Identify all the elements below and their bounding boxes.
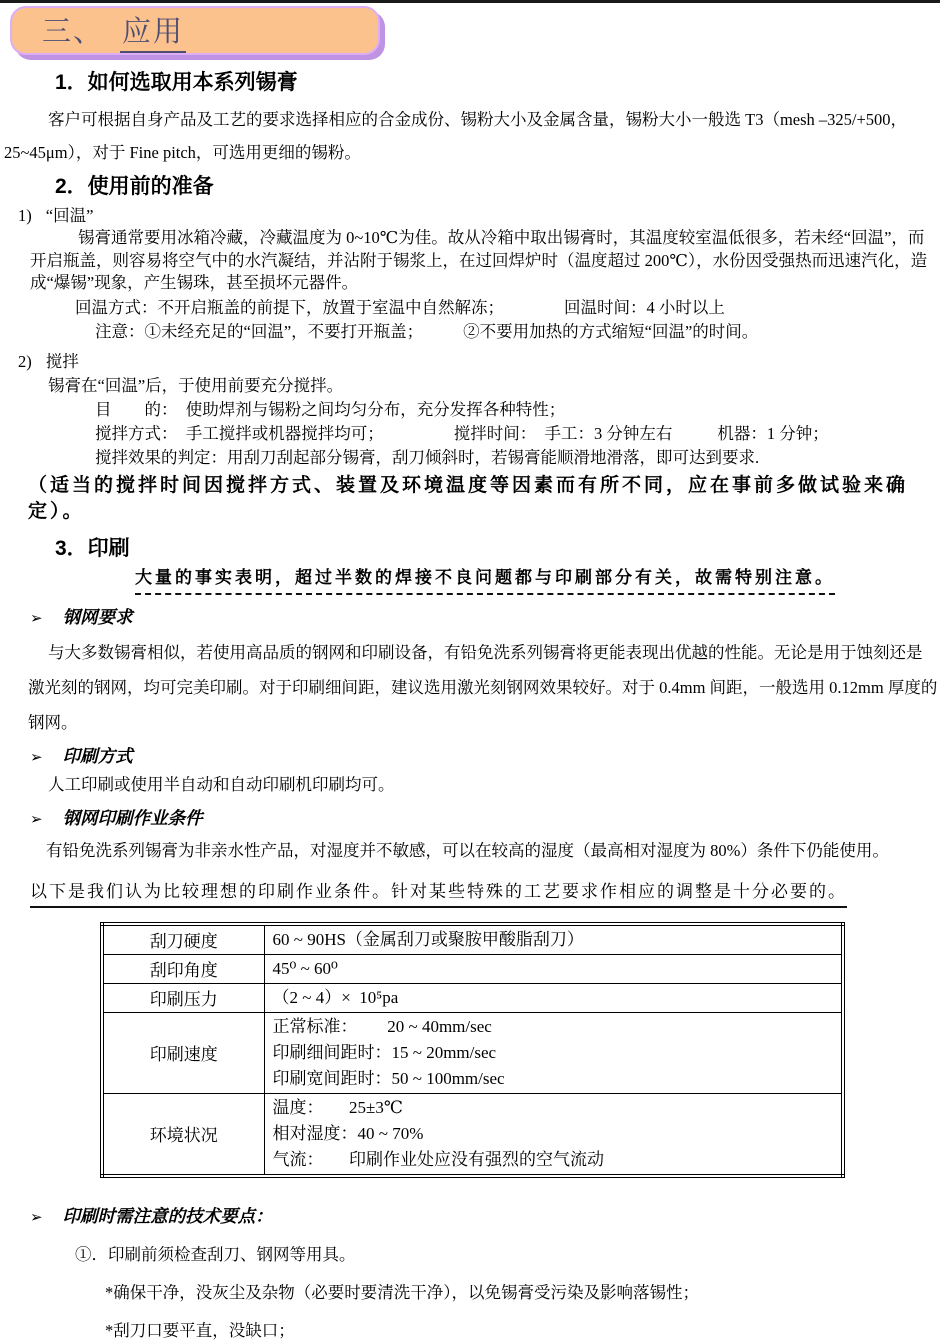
table-row	[102, 1012, 843, 1093]
substep-squeegee-edge: *刮刀口要平直，没缺口；	[105, 1320, 295, 1340]
section-banner	[10, 6, 380, 55]
arrow-bullet-icon: ➢	[30, 748, 43, 766]
row-label: 印刷压力	[102, 983, 264, 1012]
item-title: 搅拌	[45, 351, 79, 371]
print-conditions-table	[100, 922, 845, 1178]
stir-machine-time: 机器：1 分钟；	[717, 423, 829, 443]
rewarm-time: 回温时间：4 小时以上	[564, 297, 725, 317]
banner-prefix: 三、	[42, 15, 105, 48]
paragraph-stencil: 与大多数锡膏相似，若使用高品质的钢网和印刷设备，有铅免洗系列锡膏将更能表现出优越的性能。无论是用于蚀刻还是激光刻的钢网，均可完美印刷。对于印刷细间距，建议选用激光刻钢网效果较好。对于 0.4mm 间距，一般选用 0.12mm 厚度的钢网。	[28, 642, 938, 732]
table-row	[102, 954, 843, 983]
banner-text	[42, 9, 186, 53]
heading-select-paste: 1．如何选取用本系列锡膏	[55, 71, 298, 94]
stir-judge-row: 搅拌效果的判定：用刮刀刮起部分锡膏，刮刀倾斜时，若锡膏能顺滑地滑落，即可达到要求.	[95, 447, 760, 467]
item-title: “回温”	[45, 206, 94, 225]
rewarm-note-1: 注意：①未经充足的“回温”，不要打开瓶盖；	[95, 321, 424, 341]
bullet-title: 钢网印刷作业条件	[62, 807, 203, 828]
row-value: 45⁰ ~ 60⁰	[272, 958, 338, 978]
row-value: 60 ~ 90HS（金属刮刀或聚胺甲酸脂刮刀）	[272, 929, 584, 949]
heading-preparation: 2．使用前的准备	[55, 175, 214, 198]
row-value-line: 印刷细间距时：15 ~ 20mm/sec	[272, 1042, 497, 1062]
row-value-line: 印刷宽间距时：50 ~ 100mm/sec	[272, 1068, 505, 1088]
table-row	[102, 983, 843, 1012]
stir-caution: （适当的搅拌时间因搅拌方式、装置及环境温度等因素而有所不同，应在事前多做试验来确定）。	[28, 474, 909, 522]
list-item-rewarm	[18, 205, 940, 227]
bullet-stencil-requirements	[30, 605, 940, 631]
item-number: 2)	[18, 351, 32, 371]
item-number: 1)	[18, 206, 32, 225]
row-value: （2 ~ 4）× 10⁵pa	[272, 987, 399, 1007]
paragraph-printing-method: 人工印刷或使用半自动和自动印刷机印刷均可。	[48, 774, 395, 794]
stir-intro: 锡膏在“回温”后，于使用前要充分搅拌。	[48, 375, 344, 395]
list-item-stir	[18, 351, 940, 373]
bullet-title: 印刷方式	[62, 745, 133, 766]
bullet-title: 钢网要求	[62, 606, 133, 627]
top-border-rule	[0, 0, 940, 3]
row-value-line: 正常标准： 20 ~ 40mm/sec	[272, 1016, 492, 1036]
arrow-bullet-icon: ➢	[30, 609, 43, 627]
row-label: 印刷速度	[102, 1012, 264, 1093]
stir-time: 搅拌时间： 手工：3 分钟左右	[453, 423, 673, 443]
banner-title: 应用	[120, 9, 186, 53]
row-value-line: 相对湿度：40 ~ 70%	[272, 1123, 424, 1143]
row-label: 刮刀硬度	[102, 924, 264, 955]
ideal-conditions-intro	[30, 880, 940, 908]
heading-printing: 3．印刷	[55, 536, 130, 560]
ideal-conditions-text: 以下是我们认为比较理想的印刷作业条件。针对某些特殊的工艺要求作相应的调整是十分必要的。	[30, 880, 847, 908]
printing-notice-text: 大量的事实表明，超过半数的焊接不良问题都与印刷部分有关，故需特别注意。	[135, 567, 835, 595]
table-row	[102, 1093, 843, 1176]
printing-notice	[135, 567, 940, 595]
row-label: 环境状况	[102, 1093, 264, 1176]
bullet-title: 印刷时需注意的技术要点：	[62, 1205, 273, 1226]
rewarm-method-row	[75, 297, 940, 319]
step-check-tools: ①．印刷前须检查刮刀、钢网等用具。	[75, 1244, 356, 1264]
table-row	[102, 924, 843, 955]
arrow-bullet-icon: ➢	[30, 1208, 43, 1226]
row-value-line: 温度： 25±3℃	[272, 1097, 403, 1117]
paragraph-working-conditions: 有铅免洗系列锡膏为非亲水性产品，对湿度并不敏感，可以在较高的湿度（最高相对湿度为 80%）条件下仍能使用。	[46, 840, 889, 860]
row-label: 刮印角度	[102, 954, 264, 983]
arrow-bullet-icon: ➢	[30, 810, 43, 828]
rewarm-method: 回温方式：不开启瓶盖的前提下，放置于室温中自然解冻；	[75, 297, 504, 317]
stir-method: 搅拌方式： 手工搅拌或机器搅拌均可；	[95, 423, 384, 443]
paragraph-select-paste: 客户可根据自身产品及工艺的要求选择相应的合金成份、锡粉大小及金属含量，锡粉大小一般选 T3（mesh –325/+500，25~45μm），对于 Fine pitch，可选用更细的锡粉。	[4, 110, 908, 162]
row-value-line: 气流： 印刷作业处应没有强烈的空气流动	[272, 1149, 604, 1169]
stir-purpose-row: 目 的： 使助焊剂与锡粉之间均匀分布，充分发挥各种特性；	[95, 399, 566, 419]
bullet-working-conditions	[30, 806, 940, 832]
bullet-technical-points	[30, 1204, 940, 1230]
substep-clean: *确保干净，没灰尘及杂物（必要时要清洗干净），以免锡膏受污染及影响落锡性；	[105, 1282, 699, 1302]
rewarm-note-2: ②不要用加热的方式缩短“回温”的时间。	[463, 321, 759, 341]
bullet-printing-method	[30, 744, 940, 770]
paragraph-rewarm: 锡膏通常要用冰箱冷藏，冷藏温度为 0~10℃为佳。故从冷箱中取出锡膏时，其温度较室温低很多，若未经“回温”，而开启瓶盖，则容易将空气中的水汽凝结，并沾附于锡浆上，在过回焊炉时（温度超过 200℃），水份因受强热而迅速汽化，造成“爆锡”现象，产生锡珠，甚至损坏元器件。	[30, 228, 928, 292]
stir-method-row	[95, 423, 940, 445]
rewarm-note-row	[95, 321, 940, 343]
